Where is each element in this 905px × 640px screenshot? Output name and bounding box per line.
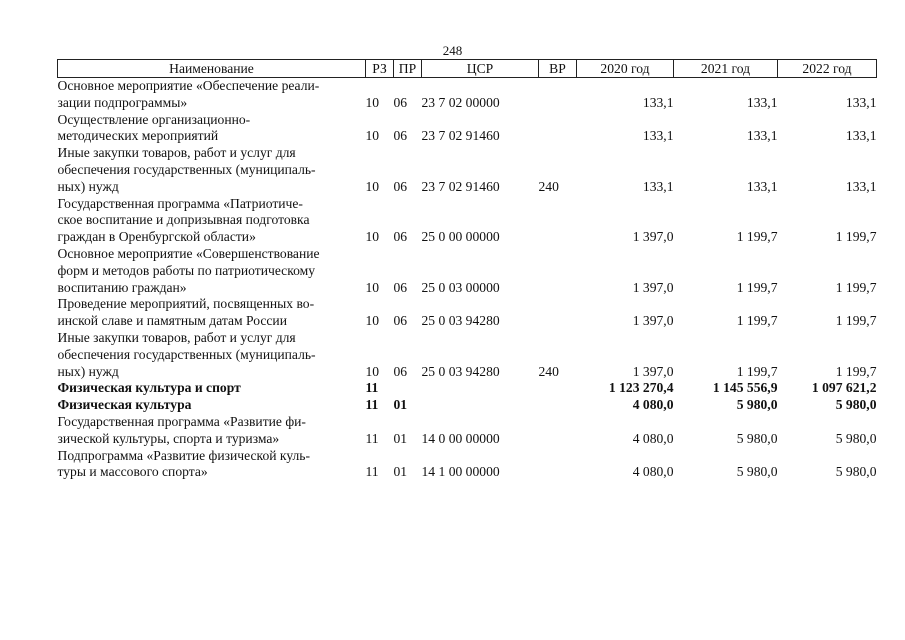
row-csr: 23 7 02 91460 xyxy=(421,178,500,194)
row-rz: 10 xyxy=(365,178,380,194)
row-pr: 06 xyxy=(393,279,408,295)
table-row xyxy=(58,145,877,195)
row-csr: 23 7 02 91460 xyxy=(421,128,500,144)
row-name: Физическая культура xyxy=(57,397,192,413)
row-vr xyxy=(539,78,577,112)
row-rz: 11 xyxy=(365,464,379,480)
row-vr: 240 xyxy=(538,178,559,194)
row-2020: 1 123 270,4 xyxy=(608,380,674,396)
table-row xyxy=(58,330,877,380)
row-pr: 06 xyxy=(393,229,408,245)
row-2020: 1 397,0 xyxy=(632,313,674,329)
header-pr: ПР xyxy=(394,60,422,78)
row-2020: 133,1 xyxy=(642,128,674,144)
row-2020: 1 397,0 xyxy=(632,363,674,379)
row-name: Осуществление организационно- методических мероприятий xyxy=(57,111,251,144)
row-2022: 1 097 621,2 xyxy=(811,380,877,396)
row-pr: 06 xyxy=(393,178,408,194)
row-2022: 133,1 xyxy=(845,178,877,194)
row-vr xyxy=(539,196,577,246)
row-2021: 133,1 xyxy=(746,94,778,110)
row-2022: 5 980,0 xyxy=(835,464,877,480)
row-2020: 4 080,0 xyxy=(632,464,674,480)
table-row xyxy=(58,196,877,246)
row-rz: 10 xyxy=(365,94,380,110)
row-2021: 133,1 xyxy=(746,178,778,194)
table-row xyxy=(58,112,877,146)
row-csr: 25 0 03 94280 xyxy=(421,313,500,329)
row-2022: 5 980,0 xyxy=(835,397,877,413)
row-name: Основное мероприятие «Совершенствование форм и методов работы по патриотическому воспитанию граждан» xyxy=(57,245,320,295)
row-rz: 11 xyxy=(365,397,379,413)
row-2020: 1 397,0 xyxy=(632,279,674,295)
row-2021: 1 199,7 xyxy=(736,279,778,295)
row-2021: 133,1 xyxy=(746,128,778,144)
row-2021: 5 980,0 xyxy=(736,397,778,413)
table-row xyxy=(58,448,877,482)
row-csr: 23 7 02 00000 xyxy=(421,94,500,110)
row-csr: 25 0 00 00000 xyxy=(421,229,500,245)
row-vr xyxy=(539,380,577,397)
row-pr: 06 xyxy=(393,363,408,379)
row-name: Иные закупки товаров, работ и услуг для обеспечения государственных (муниципаль- ных) нужд xyxy=(57,329,316,379)
row-vr xyxy=(539,414,577,448)
row-csr xyxy=(422,380,539,397)
row-name: Иные закупки товаров, работ и услуг для обеспечения государственных (муниципаль- ных) нужд xyxy=(57,145,316,194)
row-pr: 06 xyxy=(393,94,408,110)
row-name: Основное мероприятие «Обеспечение реали- зации подпрограммы» xyxy=(57,78,320,110)
budget-table xyxy=(57,59,877,481)
table-row xyxy=(58,397,877,414)
row-rz: 10 xyxy=(365,363,380,379)
row-vr xyxy=(539,112,577,146)
row-2020: 133,1 xyxy=(642,178,674,194)
row-2021: 1 199,7 xyxy=(736,363,778,379)
table-body xyxy=(58,78,877,482)
row-pr: 06 xyxy=(393,313,408,329)
table-row xyxy=(58,78,877,112)
header-name: Наименование xyxy=(58,60,366,78)
header-rz: РЗ xyxy=(366,60,394,78)
table-row xyxy=(58,296,877,330)
row-pr xyxy=(394,380,422,397)
row-pr: 01 xyxy=(393,464,408,480)
row-csr: 25 0 03 00000 xyxy=(421,279,500,295)
row-rz: 11 xyxy=(365,380,379,396)
row-name: Государственная программа «Патриотиче- ское воспитание и допризывная подготовка граждан в Оренбургской области» xyxy=(57,195,310,245)
row-rz: 10 xyxy=(365,229,380,245)
row-rz: 10 xyxy=(365,128,380,144)
row-csr: 25 0 03 94280 xyxy=(421,363,500,379)
row-2022: 1 199,7 xyxy=(835,313,877,329)
row-2020: 1 397,0 xyxy=(632,229,674,245)
row-csr xyxy=(422,397,539,414)
header-csr: ЦСР xyxy=(422,60,539,78)
row-name: Государственная программа «Развитие фи- зической культуры, спорта и туризма» xyxy=(57,413,306,446)
row-2021: 5 980,0 xyxy=(736,430,778,446)
row-2022: 133,1 xyxy=(845,94,877,110)
row-2022: 1 199,7 xyxy=(835,279,877,295)
row-rz: 10 xyxy=(365,313,380,329)
row-2022: 133,1 xyxy=(845,128,877,144)
row-pr: 01 xyxy=(393,397,408,413)
table-row xyxy=(58,380,877,397)
row-2022: 1 199,7 xyxy=(835,363,877,379)
row-2020: 4 080,0 xyxy=(632,430,674,446)
row-2021: 1 199,7 xyxy=(736,229,778,245)
row-vr: 240 xyxy=(538,363,559,379)
row-vr xyxy=(539,296,577,330)
row-name: Физическая культура и спорт xyxy=(57,380,241,396)
row-vr xyxy=(539,397,577,414)
row-csr: 14 1 00 00000 xyxy=(421,464,500,480)
header-2020: 2020 год xyxy=(577,60,674,78)
row-2021: 1 199,7 xyxy=(736,313,778,329)
row-2021: 5 980,0 xyxy=(736,464,778,480)
table-row xyxy=(58,414,877,448)
row-2022: 1 199,7 xyxy=(835,229,877,245)
header-vr: ВР xyxy=(539,60,577,78)
row-2020: 133,1 xyxy=(642,94,674,110)
row-rz: 10 xyxy=(365,279,380,295)
row-name: Подпрограмма «Развитие физической куль- туры и массового спорта» xyxy=(57,447,311,480)
row-name: Проведение мероприятий, посвященных во- инской славе и памятным датам России xyxy=(57,296,315,329)
page-number: 248 xyxy=(442,43,463,58)
row-2020: 4 080,0 xyxy=(632,397,674,413)
row-csr: 14 0 00 00000 xyxy=(421,430,500,446)
row-2021: 1 145 556,9 xyxy=(712,380,778,396)
row-vr xyxy=(539,246,577,296)
table-row xyxy=(58,246,877,296)
table-header-row xyxy=(58,60,877,78)
row-2022: 5 980,0 xyxy=(835,430,877,446)
header-2022: 2022 год xyxy=(778,60,877,78)
row-rz: 11 xyxy=(365,430,379,446)
row-pr: 06 xyxy=(393,128,408,144)
row-vr xyxy=(539,448,577,482)
row-pr: 01 xyxy=(393,430,408,446)
header-2021: 2021 год xyxy=(674,60,778,78)
